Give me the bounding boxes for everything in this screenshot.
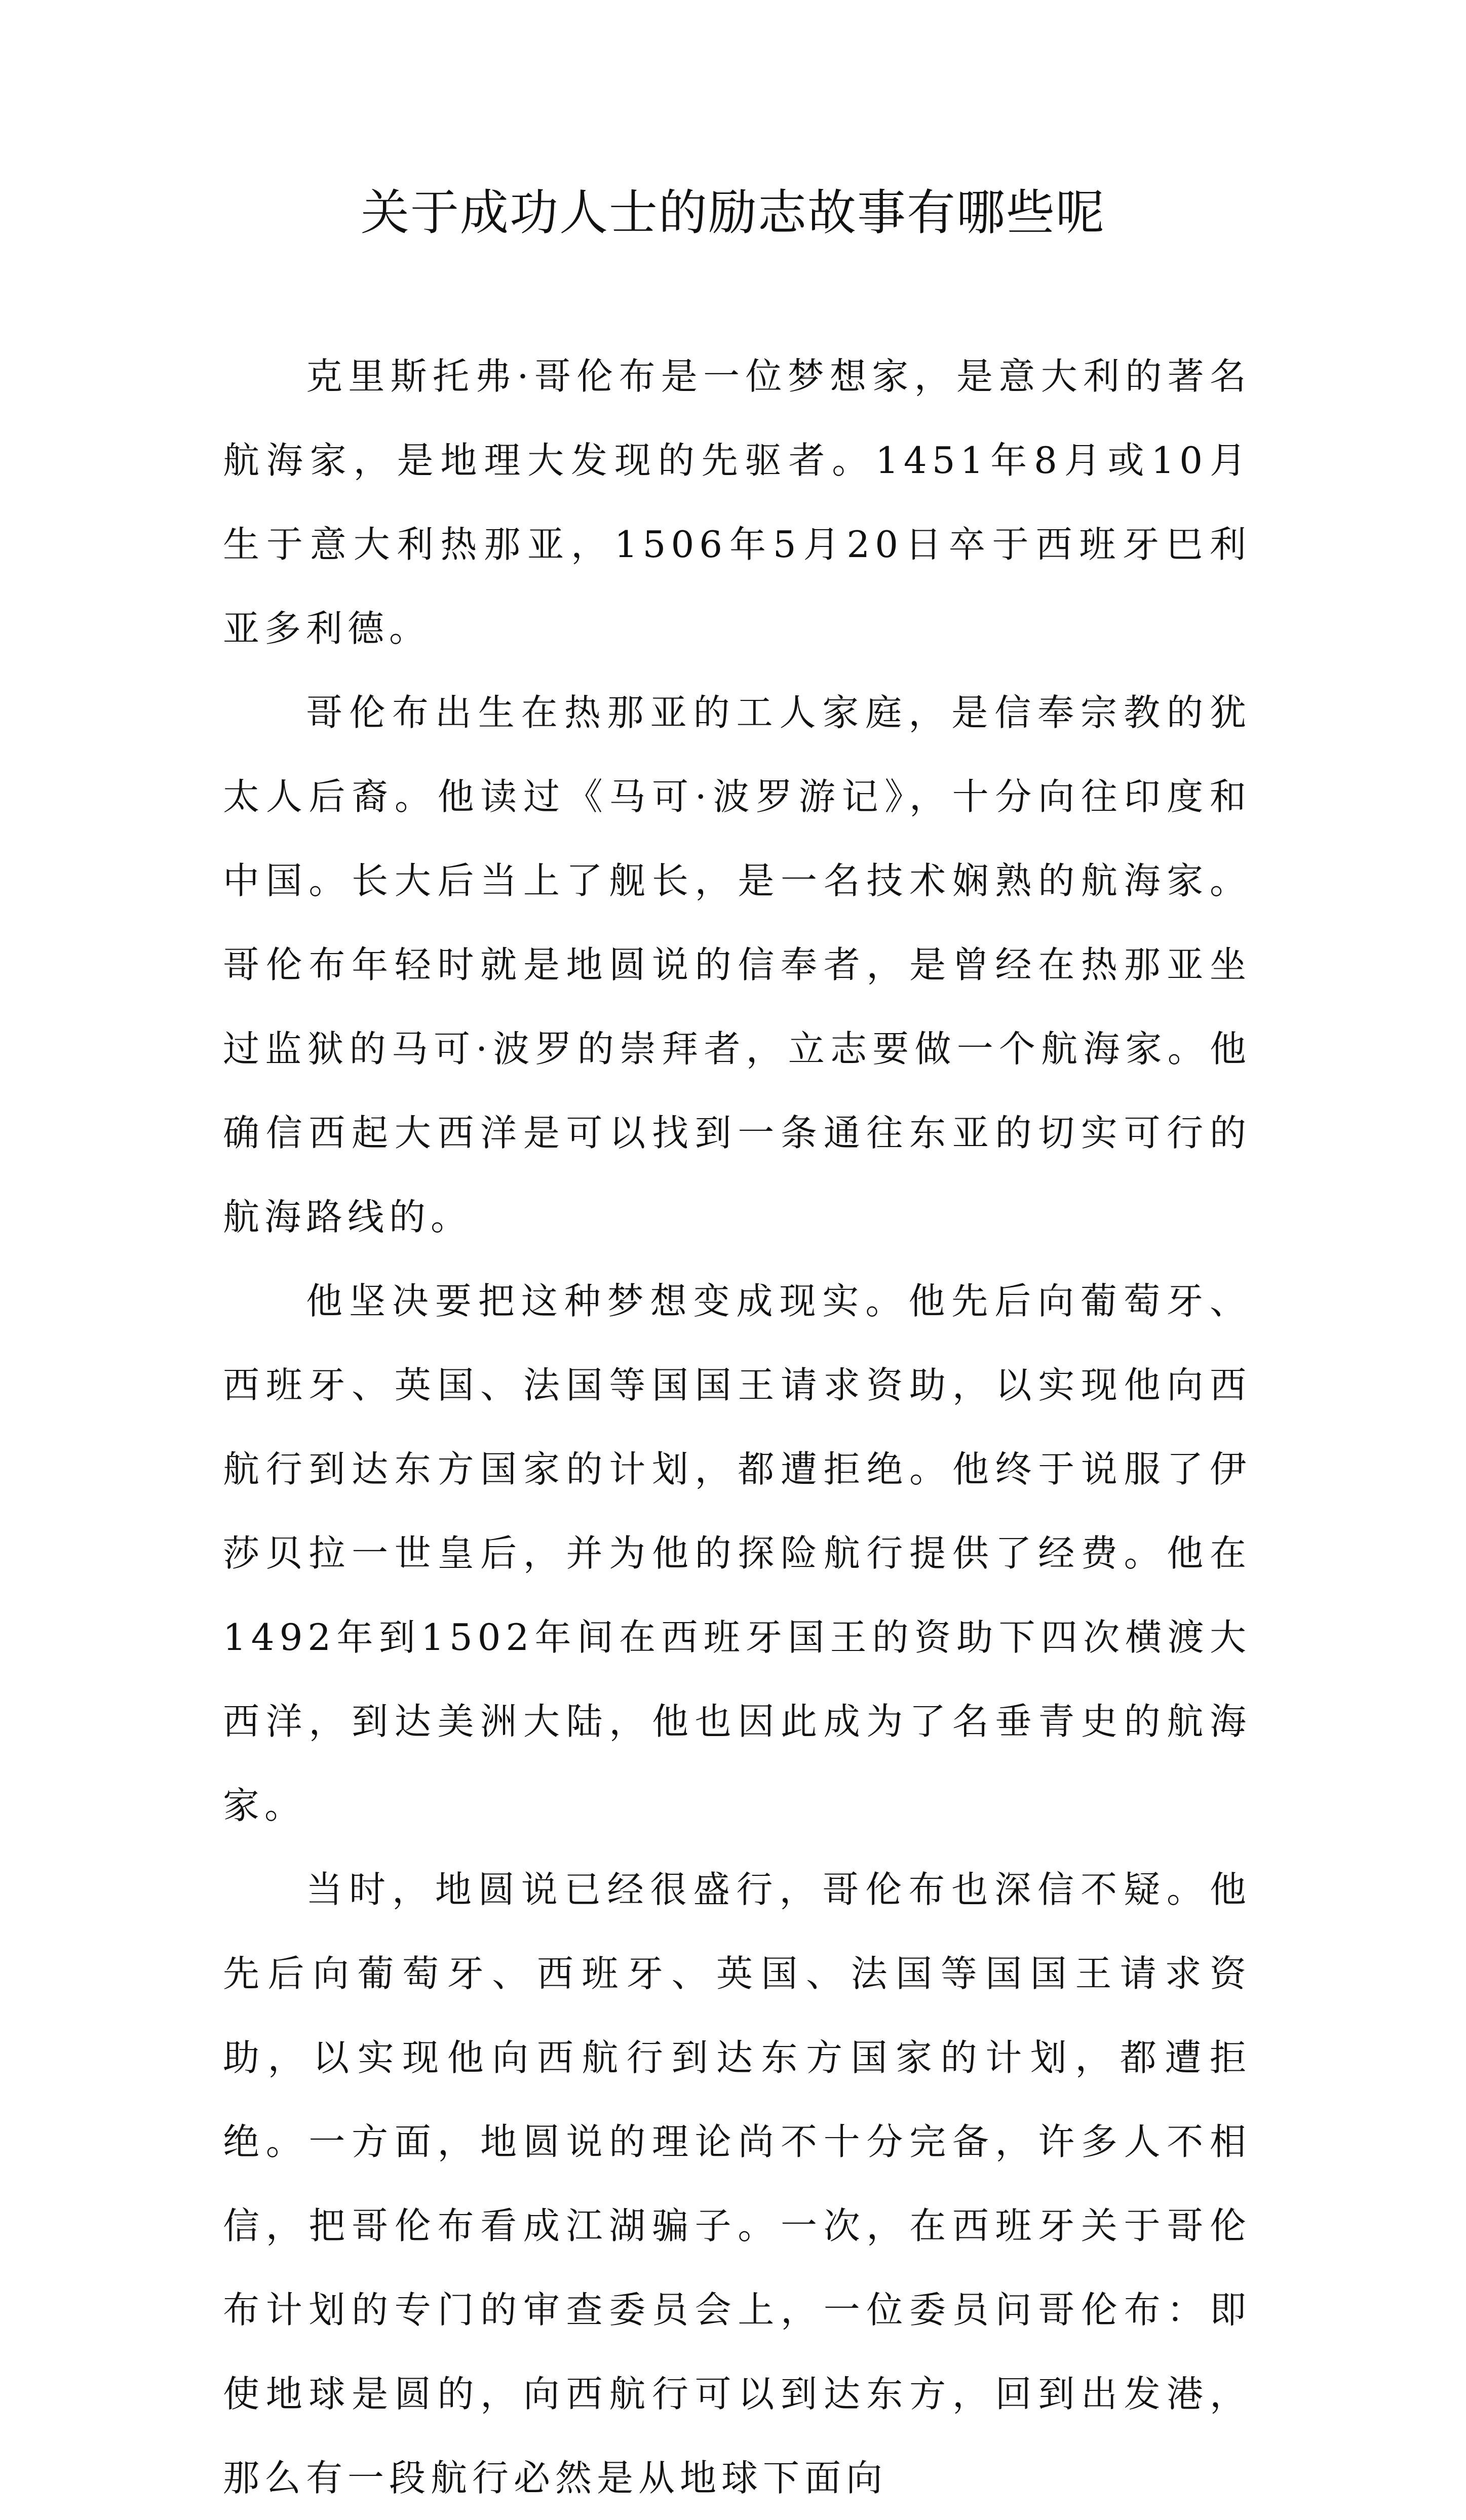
paragraph-1: 克里斯托弗·哥伦布是一位梦想家，是意大利的著名航海家，是地理大发现的先驱者。1451年8月或10月生于意大利热那亚，1506年5月20日卒于西班牙巴利亚多利德。 [223, 355, 1251, 650]
paragraph-2: 哥伦布出生在热那亚的工人家庭，是信奉宗教的犹太人后裔。他读过《马可·波罗游记》，十分向往印度和中国。长大后当上了舰长，是一名技术娴熟的航海家。哥伦布年轻时就是地圆说的信奉者，是曾经在热那亚坐过监狱的马可·波罗的崇拜者，立志要做一个航海家。他确信西起大西洋是可以找到一条通往东亚的切实可行的航海路线的。 [223, 691, 1251, 1238]
document-title: 关于成功人士的励志故事有哪些呢 [361, 184, 1105, 241]
paragraph-4: 当时，地圆说已经很盛行，哥伦布也深信不疑。他先后向葡萄牙、西班牙、英国、法国等国国王请求资助，以实现他向西航行到达东方国家的计划，都遭拒绝。一方面，地圆说的理论尚不十分完备，许多人不相信，把哥伦布看成江湖骗子。一次，在西班牙关于哥伦布计划的专门的审查委员会上，一位委员问哥伦布：即使地球是圆的，向西航行可以到达东方，回到出发港，那么有一段航行必然是从地球下面向 [223, 1868, 1251, 2499]
paragraph-3: 他坚决要把这种梦想变成现实。他先后向葡萄牙、西班牙、英国、法国等国国王请求资助，以实现他向西航行到达东方国家的计划，都遭拒绝。他终于说服了伊莎贝拉一世皇后，并为他的探险航行提供了经费。他在1492年到1502年间在西班牙国王的资助下四次横渡大西洋，到达美洲大陆，他也因此成为了名垂青史的航海家。 [223, 1280, 1251, 1827]
document-body [223, 334, 1251, 2520]
